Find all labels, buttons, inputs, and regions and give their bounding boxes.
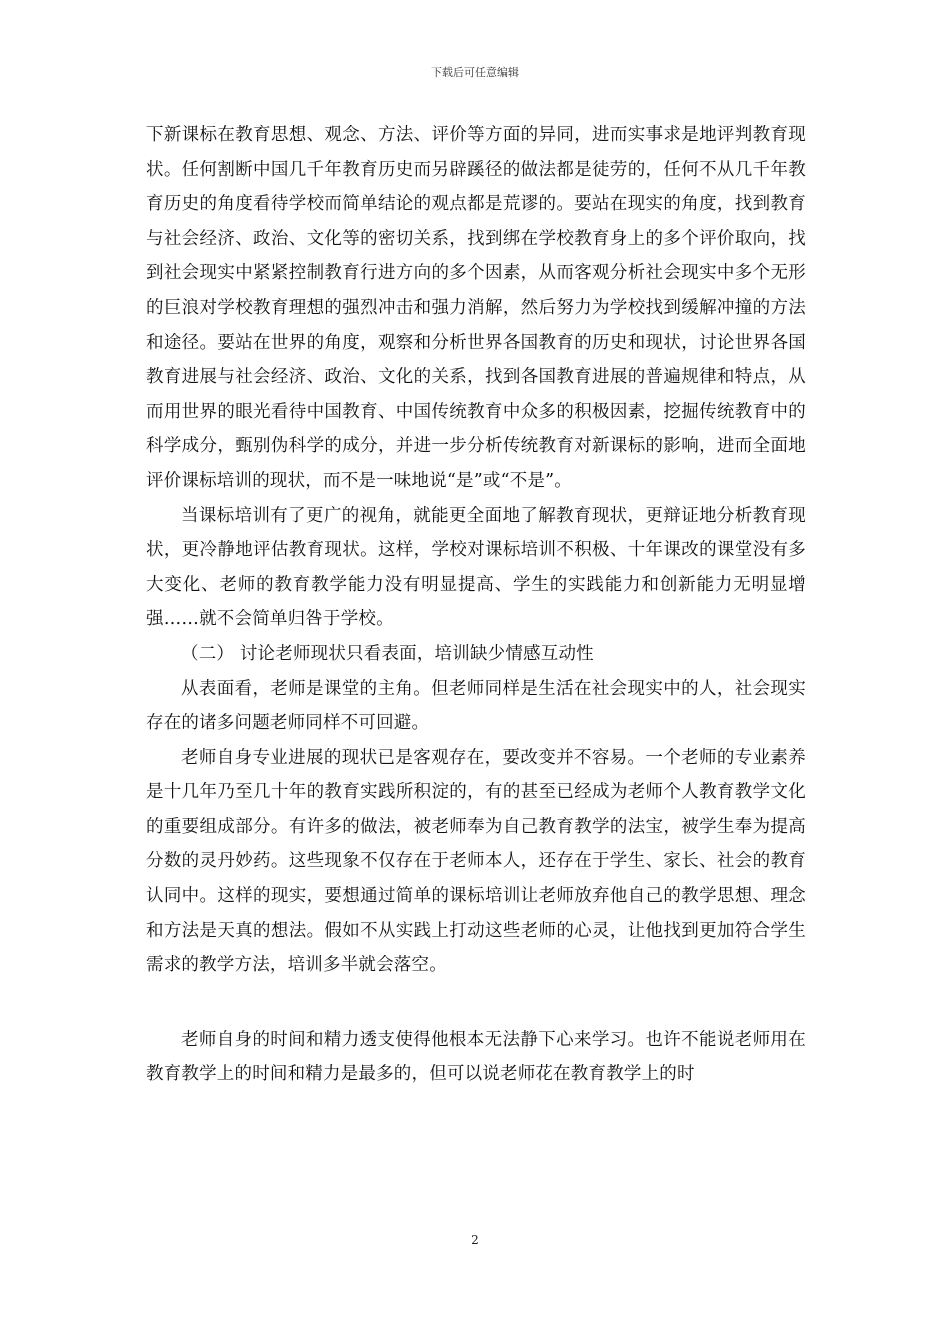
- paragraph: 老师自身专业进展的现状已是客观存在，要改变并不容易。一个老师的专业素养是十几年乃至几十年的教育实践所积淀的，有的甚至已经成为老师个人教育教学文化的重要组成部分。有许多的做法，被老师奉为自己教育教学的法宝，被学生奉为提高分数的灵丹妙药。这些现象不仅存在于老师本人，还存在于学生、家长、社会的教育认同中。这样的现实，要想通过简单的课标培训让老师放弃他自己的教学思想、理念和方法是天真的想法。假如不从实践上打动这些老师的心灵，让他找到更加符合学生需求的教学方法，培训多半就会落空。: [146, 747, 806, 976]
- page-number: 2: [471, 1233, 479, 1247]
- paragraph-continuation: 下新课标在教育思想、观念、方法、评价等方面的异同，进而实事求是地评判教育现状。任何割断中国几千年教育历史而另辟蹊径的做法都是徒劳的，任何不从几千年教育历史的角度看待学校而简单结论的观点都是荒谬的。要站在现实的角度，找到教育与社会经济、政治、文化等的密切关系，找到绑在学校教育身上的多个评价取向，找到社会现实中紧紧控制教育行进方向的多个因素，从而客观分析社会现实中多个无形的巨浪对学校教育理想的强烈冲击和强力消解，然后努力为学校找到缓解冲撞的方法和途径。要站在世界的角度，观察和分析世界各国教育的历史和现状，讨论世界各国教育进展与社会经济、政治、文化的关系，找到各国教育进展的普遍规律和特点，从而用世界的眼光看待中国教育、中国传统教育中众多的积极因素，挖掘传统教育中的科学成分，甄别伪科学的成分，并进一步分析传统教育对新课标的影响，进而全面地评价课标培训的现状，而不是一味地说“是”或“不是”。: [146, 125, 806, 491]
- body-text: [146, 118, 806, 1092]
- paragraph: 老师自身的时间和精力透支使得他根本无法静下心来学习。也许不能说老师用在教育教学上的时间和精力是最多的，但可以说老师花在教育教学上的时: [146, 1029, 806, 1085]
- paragraph: 当课标培训有了更广的视角，就能更全面地了解教育现状，更辩证地分析教育现状，更冷静地评估教育现状。这样，学校对课标培训不积极、十年课改的课堂没有多大变化、老师的教育教学能力没有明显提高、学生的实践能力和创新能力无明显增强……就不会简单归咎于学校。: [146, 505, 806, 630]
- page-header: 下载后可任意编辑: [431, 66, 519, 79]
- paragraph: 从表面看，老师是课堂的主角。但老师同样是生活在社会现实中的人，社会现实存在的诸多问题老师同样不可回避。: [146, 678, 806, 734]
- section-heading: （二） 讨论老师现状只看表面，培训缺少情感互动性: [181, 643, 594, 664]
